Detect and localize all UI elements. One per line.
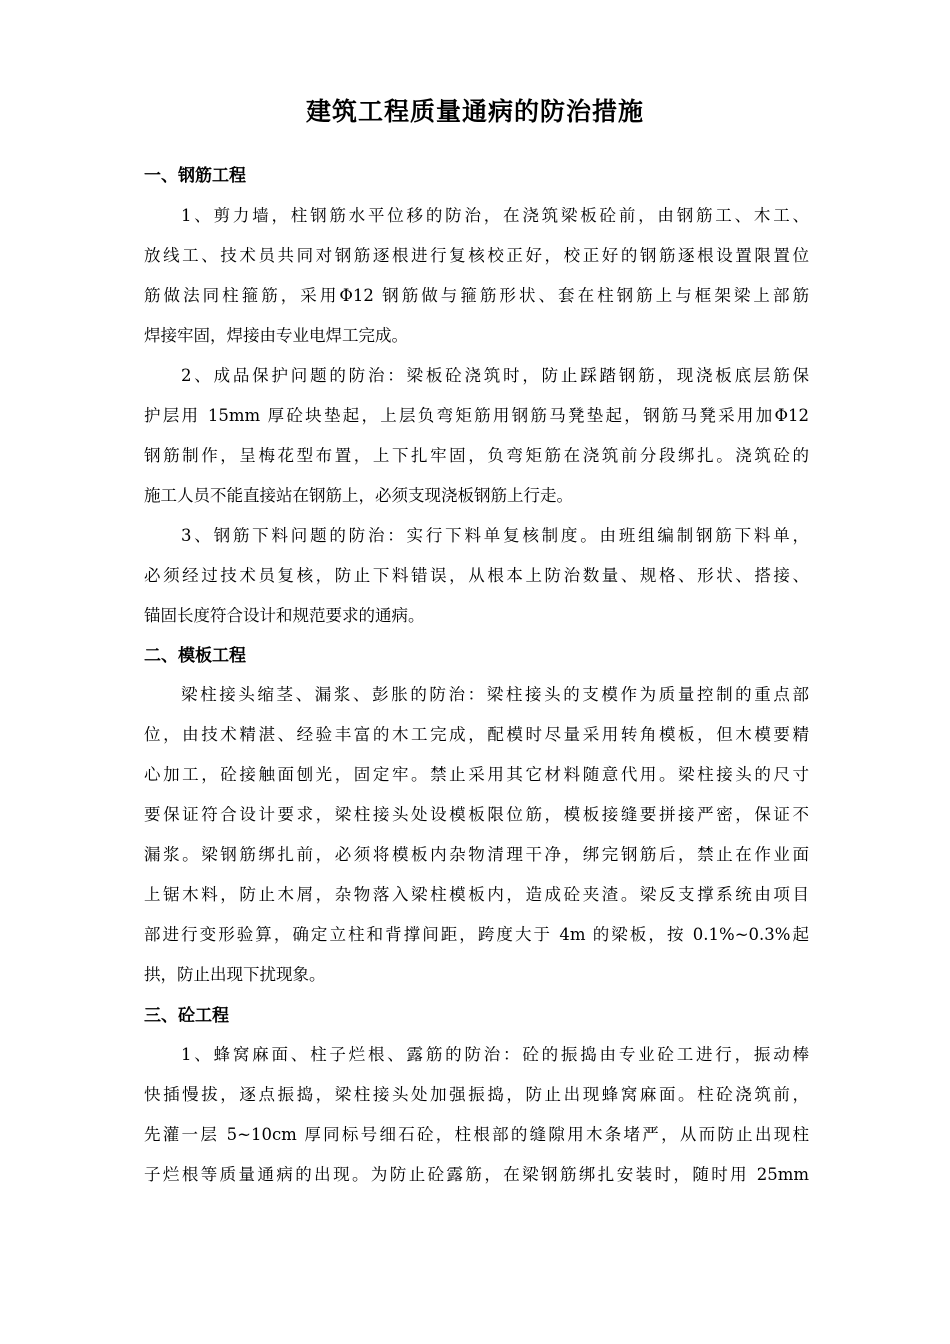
paragraph-line: 漏浆。梁钢筋绑扎前，必须将模板内杂物清理干净，绑完钢筋后，禁止在作业面: [144, 845, 809, 864]
paragraph-line: 快插慢拔，逐点振捣，梁柱接头处加强振捣，防止出现蜂窝麻面。柱砼浇筑前，: [144, 1085, 809, 1104]
paragraph-line: 1、剪力墙，柱钢筋水平位移的防治，在浇筑梁板砼前，由钢筋工、木工、: [181, 206, 809, 225]
paragraph-line: 钢筋制作，呈梅花型布置，上下扎牢固，负弯矩筋在浇筑前分段绑扎。浇筑砼的: [144, 446, 809, 465]
paragraph-line: 放线工、技术员共同对钢筋逐根进行复核校正好，校正好的钢筋逐根设置限置位: [144, 246, 809, 265]
section-heading-rebar: 一、钢筋工程: [144, 166, 246, 186]
section-heading-formwork: 二、模板工程: [144, 646, 246, 666]
paragraph-line: 施工人员不能直接站在钢筋上，必须支现浇板钢筋上行走。: [144, 486, 573, 505]
paragraph-line: 要保证符合设计要求，梁柱接头处设模板限位筋，模板接缝要拼接严密，保证不: [144, 805, 809, 824]
paragraph-line: 梁柱接头缩茎、漏浆、彭胀的防治：梁柱接头的支模作为质量控制的重点部: [181, 685, 809, 704]
paragraph-line: 1、蜂窝麻面、柱子烂根、露筋的防治：砼的振捣由专业砼工进行，振动棒: [181, 1045, 809, 1064]
paragraph-line: 2、成品保护问题的防治：梁板砼浇筑时，防止踩踏钢筋，现浇板底层筋保: [181, 366, 809, 385]
paragraph-line: 筋做法同柱箍筋，采用Φ12 钢筋做与箍筋形状、套在柱钢筋上与框架梁上部筋: [144, 286, 809, 305]
paragraph-line: 锚固长度符合设计和规范要求的通病。: [144, 606, 425, 625]
document-title: 建筑工程质量通病的防治措施: [305, 97, 644, 126]
paragraph-line: 心加工，砼接触面刨光，固定牢。禁止采用其它材料随意代用。梁柱接头的尺寸: [144, 765, 809, 784]
paragraph-line: 位，由技术精湛、经验丰富的木工完成，配模时尽量采用转角模板，但木模要精: [144, 725, 809, 744]
paragraph-line: 护层用 15mm 厚砼块垫起，上层负弯矩筋用钢筋马凳垫起，钢筋马凳采用加Φ12: [144, 406, 809, 425]
paragraph-line: 3、钢筋下料问题的防治：实行下料单复核制度。由班组编制钢筋下料单，: [181, 526, 809, 545]
paragraph-line: 部进行变形验算，确定立柱和背撑间距，跨度大于 4m 的梁板，按 0.1%~0.3%起: [144, 925, 809, 944]
paragraph-line: 先灌一层 5~10cm 厚同标号细石砼，柱根部的缝隙用木条堵严，从而防止出现柱: [144, 1125, 809, 1144]
paragraph-line: 上锯木料，防止木屑，杂物落入梁柱模板内，造成砼夹渣。梁反支撑系统由项目: [144, 885, 809, 904]
paragraph-line: 子烂根等质量通病的出现。为防止砼露筋，在梁钢筋绑扎安装时，随时用 25mm: [144, 1165, 809, 1184]
paragraph-line: 拱，防止出现下扰现象。: [144, 965, 326, 984]
paragraph-line: 必须经过技术员复核，防止下料错误，从根本上防治数量、规格、形状、搭接、: [144, 566, 809, 585]
paragraph-line: 焊接牢固，焊接由专业电焊工完成。: [144, 326, 408, 345]
section-heading-concrete: 三、砼工程: [144, 1006, 229, 1026]
